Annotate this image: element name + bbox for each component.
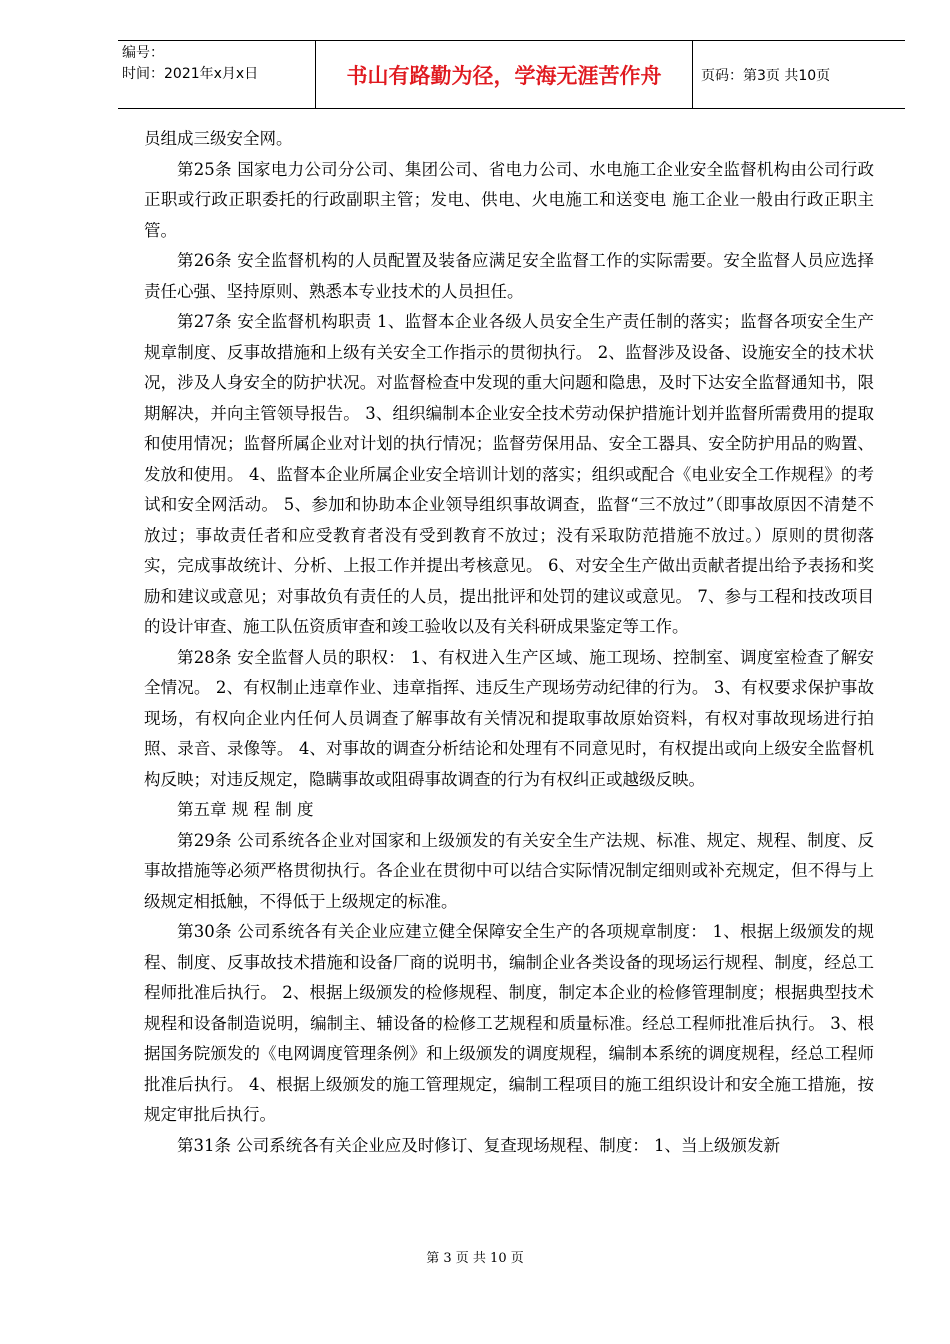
page-footer: 第 3 页 共 10 页 (426, 1251, 524, 1266)
header-page-number: 页码：第3页 共10页 (701, 67, 831, 84)
paragraph: 第28条 安全监督人员的职权： 1、有权进入生产区域、施工现场、控制室、调度室检查了解安全情况。 2、有权制止违章作业、违章指挥、违反生产现场劳动纪律的行为。 3、有权要求保护事故现场，有权向企业内任何人员调查了解事故有关情况和提取事故原始资料，有权对事故现场进行拍照、录音、录像等。 4、对事故的调查分析结论和处理有不同意见时，有权提出或向上级安全监督机构反映；对违反规定，隐瞒事故或阻碍事故调查的行为有权纠正或越级反映。 (144, 647, 874, 789)
header-info (118, 41, 315, 108)
paragraph: 第30条 公司系统各有关企业应建立健全保障安全生产的各项规章制度： 1、根据上级颁发的规程、制度、反事故技术措施和设备厂商的说明书，编制企业各类设备的现场运行规程、制度，经总工程师批准后执行。 2、根据上级颁发的检修规程、制度，制定本企业的检修管理制度；根据典型技术规程和设备制造说明，编制主、辅设备的检修工艺规程和质量标准。经总工程师批准后执行。 3、根据国务院颁发的《电网调度管理条例》和上级颁发的调度规程，编制本系统的调度规程，经总工程师批准后执行。 4、根据上级颁发的施工管理规定，编制工程项目的施工组织设计和安全施工措施，按规定审批后执行。 (144, 922, 874, 1124)
page-header (118, 40, 905, 109)
paragraph: 第31条 公司系统各有关企业应及时修订、复查现场规程、制度： 1、当上级颁发新 (177, 1135, 780, 1155)
header-motto: 书山有路勤为径，学海无涯苦作舟 (315, 41, 693, 108)
paragraph: 第29条 公司系统各企业对国家和上级颁发的有关安全生产法规、标准、规定、规程、制度、反事故措施等必须严格贯彻执行。各企业在贯彻中可以结合实际情况制定细则或补充规定，但不得与上级规定相抵触，不得低于上级规定的标准。 (144, 830, 874, 911)
document-body (144, 124, 874, 1161)
paragraph: 第26条 安全监督机构的人员配置及装备应满足安全监督工作的实际需要。安全监督人员应选择责任心强、坚持原则、熟悉本专业技术的人员担任。 (144, 251, 874, 301)
document-time: 时间：2021年x月x日 (122, 66, 259, 82)
paragraph: 第五章 规 程 制 度 (177, 800, 314, 819)
paragraph: 第25条 国家电力公司分公司、集团公司、省电力公司、水电施工企业安全监督机构由公司行政正职或行政正职委托的行政副职主管；发电、供电、火电施工和送变电 施工企业一般由行政正职主管。 (144, 159, 874, 240)
paragraph: 员组成三级安全网。 (144, 129, 293, 148)
document-number: 编号： (122, 45, 164, 61)
paragraph: 第27条 安全监督机构职责 1、监督本企业各级人员安全生产责任制的落实；监督各项安全生产规章制度、反事故措施和上级有关安全工作指示的贯彻执行。 2、监督涉及设备、设施安全的技术状况，涉及人身安全的防护状况。对监督检查中发现的重大问题和隐患，及时下达安全监督通知书，限期解决，并向主管领导报告。 3、组织编制本企业安全技术劳动保护措施计划并监督所需费用的提取和使用情况；监督所属企业对计划的执行情况；监督劳保用品、安全工器具、安全防护用品的购置、发放和使用。 4、监督本企业所属企业安全培训计划的落实；组织或配合《电业安全工作规程》的考试和安全网活动。 5、参加和协助本企业领导组织事故调查，监督“三不放过”（即事故原因不清楚不放过；事故责任者和应受教育者没有受到教育不放过；没有采取防范措施不放过。）原则的贯彻落实，完成事故统计、分析、上报工作并提出考核意见。 6、对安全生产做出贡献者提出给予表扬和奖励和建议或意见；对事故负有责任的人员，提出批评和处罚的建议或意见。 7、参与工程和技改项目的设计审查、施工队伍资质审查和竣工验收以及有关科研成果鉴定等工作。 (144, 312, 874, 636)
